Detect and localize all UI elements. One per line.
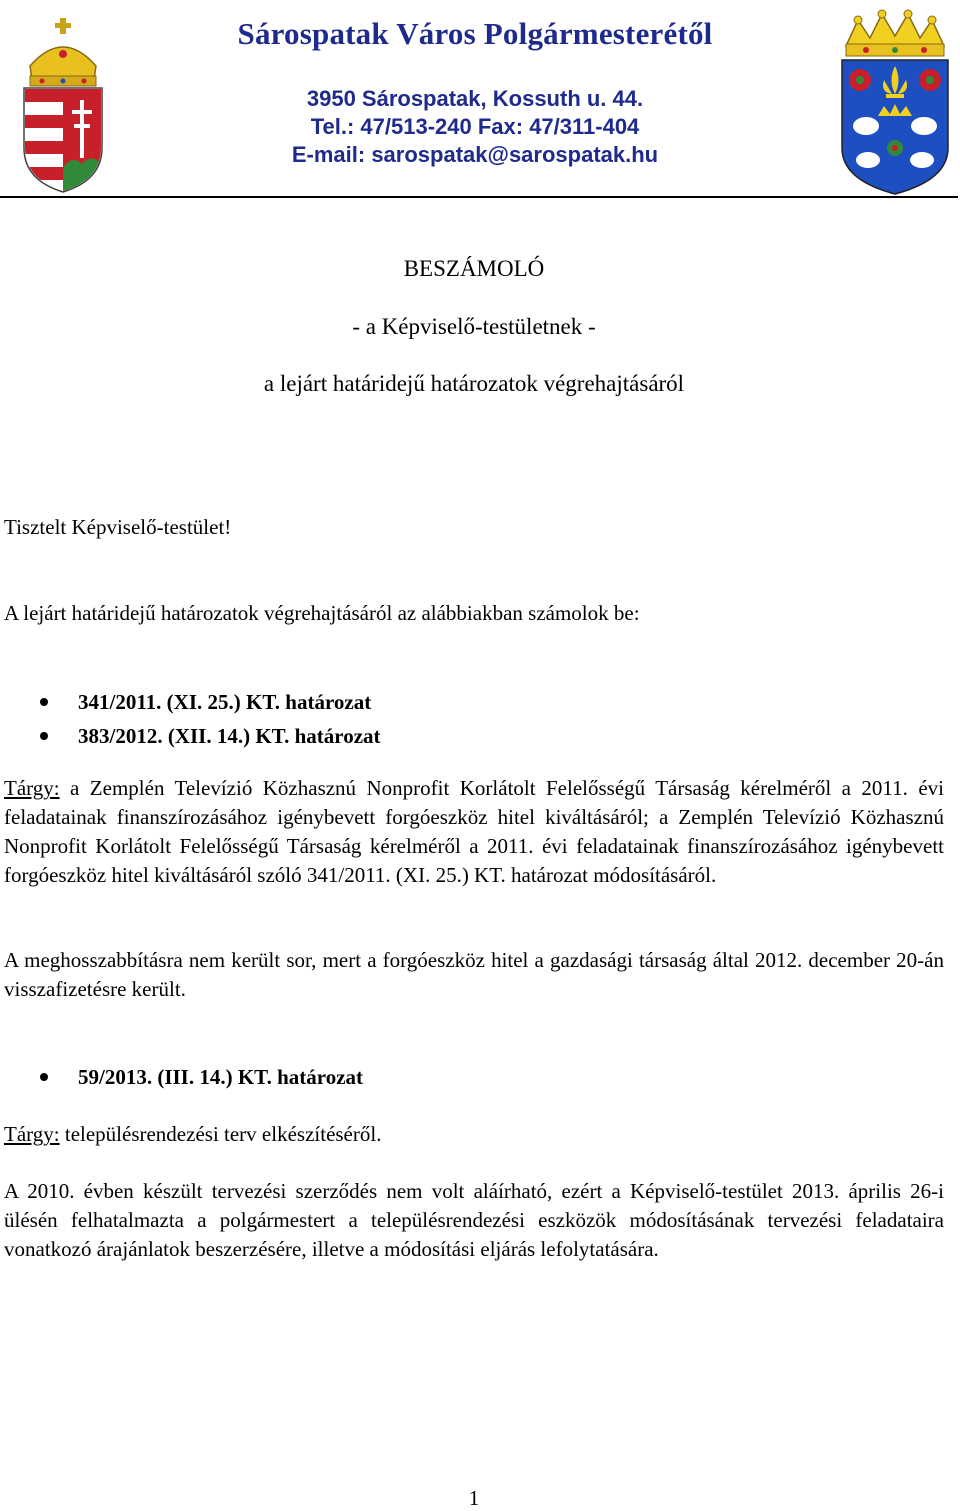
subject-paragraph-2 — [4, 1120, 944, 1149]
list-item: 383/2012. (XII. 14.) KT. határozat — [0, 719, 940, 753]
subject-text: településrendezési terv elkészítéséről. — [59, 1122, 382, 1146]
subject-paragraph-1 — [4, 774, 944, 890]
header-divider — [0, 196, 958, 198]
subject-text: a Zemplén Televízió Közhasznú Nonprofit Korlátolt Felelősségű Társaság kérelméről a 2011. évi feladatainak finanszírozásához igénybevett forgóeszköz hitel kiváltásáról; a Zemplén Televízió Közhasznú Nonprofit Korlátolt Felelősségű Társaság kérelméről a 2011. évi feladatainak finanszírozásához igénybevett forgóeszköz hitel kiváltásáról szóló 341/2011. (XI. 25.) KT. határozat módosításáról. — [4, 776, 944, 887]
list-item: 341/2011. (XI. 25.) KT. határozat — [0, 685, 940, 719]
subject-label: Tárgy: — [4, 776, 60, 800]
document-subtitle-1: - a Képviselő-testületnek - — [352, 314, 596, 339]
document-title: BESZÁMOLÓ — [403, 256, 545, 281]
sarospatak-coat-of-arms-icon — [838, 8, 952, 196]
resolution-list-2 — [0, 1060, 940, 1094]
header-email: E-mail: sarospatak@sarospatak.hu — [291, 142, 659, 167]
hungarian-coat-of-arms-icon — [20, 18, 106, 194]
body-paragraph-1: A meghosszabbításra nem került sor, mert a forgóeszköz hitel a gazdasági társaság által 2012. december 20-án visszafizetésre került. — [4, 948, 944, 1001]
body-paragraph-2: A 2010. évben készült tervezési szerződés nem volt aláírható, ezért a Képviselő-testület 2013. április 26-i ülésén felhatalmazta a polgármestert a településrendezési eszközök módosításának tervezési feladataira vonatkozó árajánlatok beszerzésére, illetve a módosítási eljárás lefolytatására. — [4, 1179, 944, 1261]
header-address: 3950 Sárospatak, Kossuth u. 44. — [306, 86, 644, 111]
header-title: Sárospatak Város Polgármesterétől — [237, 16, 713, 51]
subject-label: Tárgy: — [4, 1122, 60, 1146]
list-item: 59/2013. (III. 14.) KT. határozat — [0, 1060, 940, 1094]
header-phone-fax: Tel.: 47/513-240 Fax: 47/311-404 — [310, 114, 640, 139]
salutation: Tisztelt Képviselő-testület! — [4, 515, 232, 539]
document-subtitle-2: a lejárt határidejű határozatok végrehajtásáról — [263, 371, 685, 396]
intro-paragraph: A lejárt határidejű határozatok végrehajtásáról az alábbiakban számolok be: — [4, 601, 640, 625]
page-number: 1 — [468, 1486, 480, 1510]
resolution-list-1 — [0, 685, 940, 753]
